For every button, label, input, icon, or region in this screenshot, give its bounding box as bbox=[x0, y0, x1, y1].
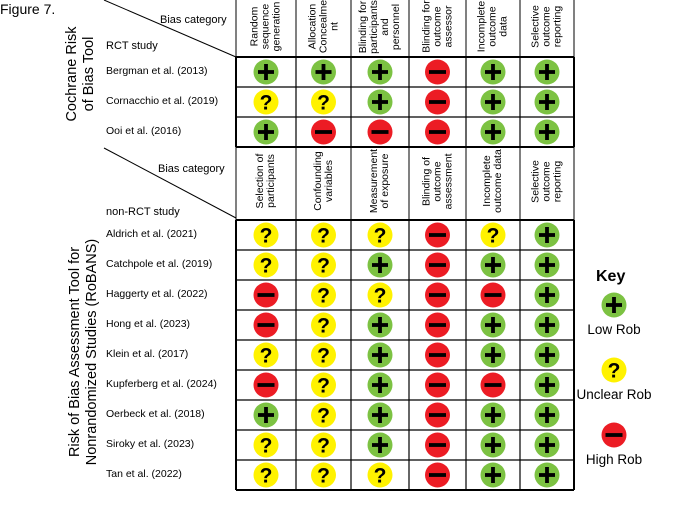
minus-icon bbox=[315, 130, 332, 134]
question-icon: ? bbox=[317, 374, 330, 398]
plus-icon bbox=[378, 407, 382, 423]
rct-study-name: Bergman et al. (2013) bbox=[106, 65, 208, 77]
plus-icon bbox=[264, 64, 268, 80]
plus-icon bbox=[491, 94, 495, 110]
plus-icon bbox=[545, 227, 549, 243]
minus-icon bbox=[429, 70, 446, 74]
question-icon: ? bbox=[373, 224, 387, 248]
plus-icon bbox=[491, 467, 495, 483]
question-icon: ? bbox=[317, 434, 330, 458]
column-header-line: Selection of bbox=[254, 153, 266, 209]
key-label-unclear: Unclear Rob bbox=[576, 387, 652, 402]
column-header-line: Confounding bbox=[311, 151, 324, 211]
column-header-line: data bbox=[497, 16, 510, 37]
nonrct-header-diagonal bbox=[104, 148, 236, 218]
question-icon: ? bbox=[317, 224, 330, 248]
nonrct-study-name: Tan et al. (2022) bbox=[106, 468, 182, 480]
plus-icon bbox=[378, 257, 382, 273]
rct-header-diagonal bbox=[104, 0, 236, 57]
nonrct-study-name: Oerbeck et al. (2018) bbox=[106, 408, 205, 420]
side-label-line: Cochrane Risk bbox=[64, 26, 80, 122]
key-label-high: High Rob bbox=[585, 452, 643, 467]
column-header-line: outcome bbox=[431, 6, 443, 47]
plus-icon bbox=[612, 297, 616, 313]
minus-icon bbox=[372, 130, 389, 134]
column-header-line: sequence bbox=[259, 3, 272, 50]
nonrct-study-name: Catchpole et al. (2019) bbox=[106, 258, 213, 270]
plus-icon bbox=[545, 377, 549, 393]
column-header-line: Random bbox=[248, 6, 261, 47]
plus-icon bbox=[378, 64, 382, 80]
column-header-line: Selective bbox=[529, 159, 542, 203]
column-header-line: participants bbox=[265, 154, 277, 208]
plus-icon bbox=[264, 124, 268, 140]
plus-icon bbox=[491, 257, 495, 273]
figure-label: Figure 7. bbox=[0, 1, 56, 17]
plus-icon bbox=[545, 407, 549, 423]
plus-icon bbox=[322, 64, 326, 80]
column-header-line: Measurement bbox=[368, 148, 380, 214]
minus-icon bbox=[429, 100, 446, 104]
column-header-line: Incomplete bbox=[475, 0, 488, 53]
question-icon: ? bbox=[317, 284, 330, 308]
question-icon: ? bbox=[486, 224, 500, 248]
column-header-line: outcome data bbox=[492, 149, 504, 213]
plus-icon bbox=[545, 317, 549, 333]
nonrct-study-name: Aldrich et al. (2021) bbox=[106, 228, 198, 240]
minus-icon bbox=[485, 383, 502, 387]
plus-icon bbox=[378, 347, 382, 363]
question-icon: ? bbox=[607, 359, 621, 383]
plus-icon bbox=[378, 377, 382, 393]
side-label-line: of Bias Tool bbox=[81, 36, 97, 112]
plus-icon bbox=[545, 94, 549, 110]
minus-icon bbox=[429, 413, 446, 417]
column-header-line: outcome bbox=[540, 6, 553, 47]
side-label-line: Risk of Bias Assessment Tool for bbox=[67, 246, 83, 458]
plus-icon bbox=[545, 347, 549, 363]
column-header-line: assessment bbox=[442, 152, 454, 210]
column-header-line: Allocation bbox=[306, 3, 318, 50]
question-icon: ? bbox=[259, 224, 273, 248]
column-header-line: outcome bbox=[540, 160, 553, 202]
question-icon: ? bbox=[317, 464, 330, 488]
plus-icon bbox=[378, 317, 382, 333]
question-icon: ? bbox=[317, 314, 330, 338]
question-icon: ? bbox=[259, 254, 273, 278]
rct-study-name: Ooi et al. (2016) bbox=[106, 125, 182, 137]
rct-study-name: Cornacchio et al. (2019) bbox=[106, 95, 219, 107]
minus-icon bbox=[429, 293, 446, 297]
key-title: Key bbox=[596, 268, 626, 285]
column-header-line: and bbox=[379, 17, 391, 36]
plus-icon bbox=[545, 64, 549, 80]
column-header-line: outcome bbox=[431, 160, 443, 202]
minus-icon bbox=[429, 263, 446, 267]
column-header-line: nt bbox=[328, 22, 340, 31]
nonrct-study-name: Kupferberg et al. (2024) bbox=[106, 378, 217, 390]
question-icon: ? bbox=[259, 344, 273, 368]
rct-category-label: Bias category bbox=[160, 14, 227, 26]
minus-icon bbox=[429, 383, 446, 387]
plus-icon bbox=[491, 347, 495, 363]
minus-icon bbox=[429, 130, 446, 134]
minus-icon bbox=[429, 443, 446, 447]
nonrct-study-label: non-RCT study bbox=[106, 206, 180, 218]
plus-icon bbox=[545, 467, 549, 483]
plus-icon bbox=[545, 124, 549, 140]
nonrct-study-name: Haggerty et al. (2022) bbox=[106, 288, 208, 300]
key-label-low: Low Rob bbox=[587, 322, 641, 337]
question-icon: ? bbox=[317, 91, 330, 115]
plus-icon bbox=[378, 94, 382, 110]
plus-icon bbox=[491, 124, 495, 140]
column-header-line: Blinding of bbox=[420, 156, 432, 206]
column-header-line: Blinding for bbox=[420, 0, 432, 53]
minus-icon bbox=[258, 323, 275, 327]
question-icon: ? bbox=[259, 91, 273, 115]
column-header-line: reporting bbox=[551, 5, 564, 48]
column-header-line: outcome bbox=[486, 6, 499, 47]
plus-icon bbox=[491, 317, 495, 333]
plus-icon bbox=[545, 287, 549, 303]
column-header-line: participants bbox=[368, 0, 380, 54]
plus-icon bbox=[491, 437, 495, 453]
column-header-line: variables bbox=[322, 159, 335, 203]
question-icon: ? bbox=[317, 254, 330, 278]
minus-icon bbox=[429, 473, 446, 477]
question-icon: ? bbox=[259, 434, 273, 458]
minus-icon bbox=[258, 293, 275, 297]
column-header-line: Concealme bbox=[317, 0, 329, 54]
side-label-line: Nonrandomized Studies (RoBANS) bbox=[84, 238, 100, 466]
plus-icon bbox=[264, 407, 268, 423]
minus-icon bbox=[429, 233, 446, 237]
column-header-line: Incomplete bbox=[481, 155, 493, 207]
minus-icon bbox=[485, 293, 502, 297]
plus-icon bbox=[491, 64, 495, 80]
plus-icon bbox=[545, 257, 549, 273]
column-header-line: assessor bbox=[442, 5, 454, 48]
question-icon: ? bbox=[259, 464, 273, 488]
rct-study-label: RCT study bbox=[106, 40, 158, 52]
plus-icon bbox=[545, 437, 549, 453]
nonrct-study-name: Hong et al. (2023) bbox=[106, 318, 191, 330]
nonrct-category-label: Bias category bbox=[158, 163, 225, 175]
column-header-line: personnel bbox=[390, 3, 402, 50]
plus-icon bbox=[491, 407, 495, 423]
column-header-line: Selective bbox=[529, 5, 542, 48]
nonrct-study-name: Klein et al. (2017) bbox=[106, 348, 189, 360]
plus-icon bbox=[378, 437, 382, 453]
column-header-line: Blinding for bbox=[357, 0, 369, 53]
nonrct-study-name: Siroky et al. (2023) bbox=[106, 438, 195, 450]
minus-icon bbox=[429, 323, 446, 327]
question-icon: ? bbox=[373, 284, 387, 308]
column-header-line: reporting bbox=[551, 160, 564, 202]
minus-icon bbox=[258, 383, 275, 387]
minus-icon bbox=[606, 433, 623, 437]
column-header-line: of exposure bbox=[379, 153, 391, 209]
question-icon: ? bbox=[373, 464, 387, 488]
minus-icon bbox=[429, 353, 446, 357]
question-icon: ? bbox=[317, 344, 330, 368]
question-icon: ? bbox=[317, 404, 330, 428]
column-header-line: generation bbox=[270, 1, 283, 52]
